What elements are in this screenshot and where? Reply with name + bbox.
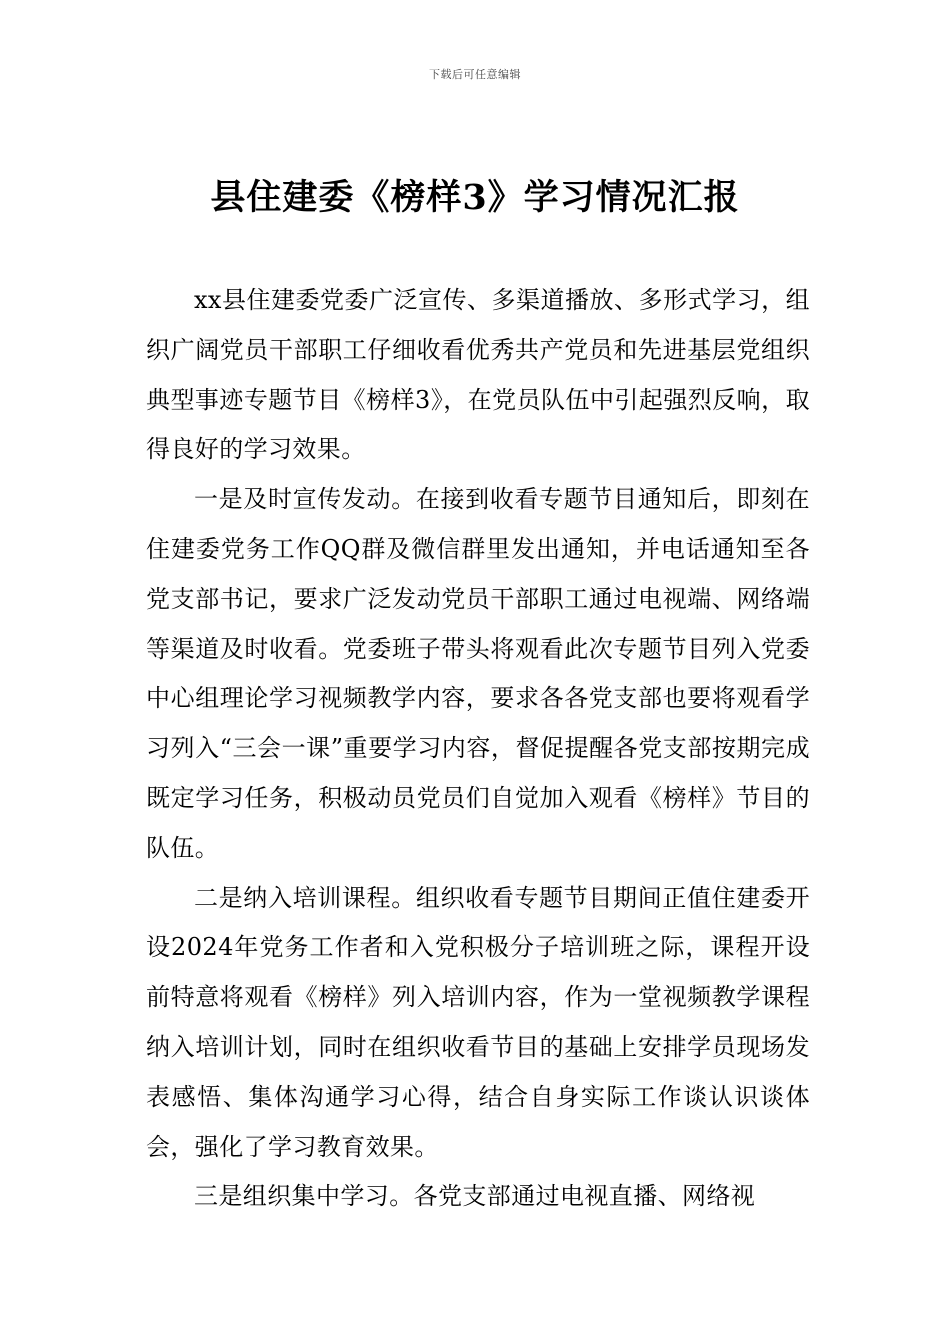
paragraph-publicity: 一是及时宣传发动。在接到收看专题节目通知后，即刻在住建委党务工作QQ群及微信群里发出通知，并电话通知至各党支部书记，要求广泛发动党员干部职工通过电视端、网络端等渠道及时收看。党委班子带头将观看此次专题节目列入党委中心组理论学习视频教学内容，要求各各党支部也要将观看学习列入“三会一课”重要学习内容，督促提醒各党支部按期完成既定学习任务，积极动员党员们自觉加入观看《榜样》节目的队伍。 — [146, 485, 810, 862]
header-note: 下载后可任意编辑 — [429, 68, 521, 81]
paragraph-group-study: 三是组织集中学习。各党支部通过电视直播、网络视 — [194, 1182, 756, 1211]
paragraph-intro: xx县住建委党委广泛宣传、多渠道播放、多形式学习，组织广阔党员干部职工仔细收看优秀共产党员和先进基层党组织典型事迹专题节目《榜样3》，在党员队伍中引起强烈反响，取得良好的学习效果。 — [146, 286, 810, 464]
paragraph-training: 二是纳入培训课程。组织收看专题节目期间正值住建委开设2024年党务工作者和入党积极分子培训班之际，课程开设前特意将观看《榜样》列入培训内容，作为一堂视频教学课程纳入培训计划，同时在组织收看节目的基础上安排学员现场发表感悟、集体沟通学习心得，结合自身实际工作谈认识谈体会，强化了学习教育效果。 — [146, 883, 810, 1161]
document-body — [146, 276, 810, 1222]
document-title: 县住建委《榜样3》学习情况汇报 — [210, 177, 740, 218]
